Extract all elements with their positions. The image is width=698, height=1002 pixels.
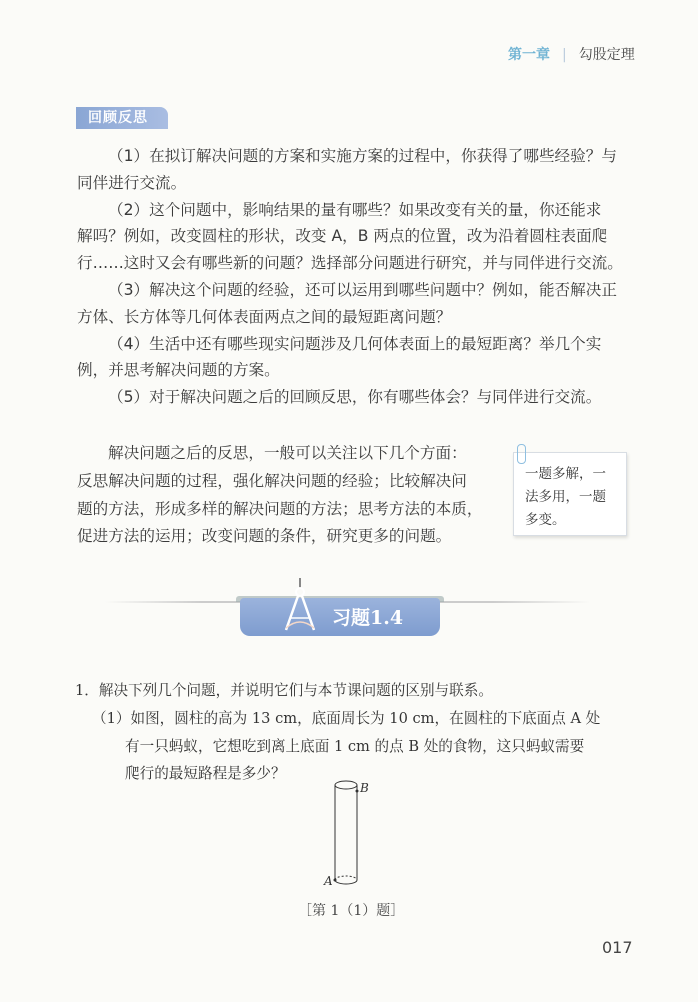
text-line: （5）对于解决问题之后的回顾反思，你有哪些体会？与同伴进行交流。 xyxy=(108,388,602,407)
paperclip-icon xyxy=(517,444,526,464)
side-note xyxy=(513,452,627,536)
review-list xyxy=(77,143,677,411)
text-line: 有一只蚂蚁，它想吃到离上底面 1 cm 的点 B 处的食物，这只蚂蚁需要 xyxy=(125,737,585,755)
label-a: A xyxy=(324,874,333,888)
review-section-tag: 回顾反思 xyxy=(76,107,168,129)
cylinder-figure xyxy=(325,775,385,890)
label-b: B xyxy=(360,781,369,795)
review-item-1 xyxy=(77,143,677,197)
text-line: 反思解决问题的过程，强化解决问题的经验；比较解决问 xyxy=(77,471,467,490)
chapter-label: 第一章 xyxy=(508,47,550,63)
note-line: 法多用，一题 xyxy=(525,489,606,505)
chapter-title: 勾股定理 xyxy=(578,47,635,63)
point-a xyxy=(334,879,337,882)
question-1: 1．解决下列几个问题，并说明它们与本节课问题的区别与联系。 xyxy=(75,682,493,699)
exercise-title: 习题1.4 xyxy=(332,607,404,629)
review-item-2 xyxy=(77,197,677,277)
text-line: 行……这时又会有哪些新的问题？选择部分问题进行研究，并与同伴进行交流。 xyxy=(77,254,623,273)
text-line: （1）在拟订解决问题的方案和实施方案的过程中，你获得了哪些经验？与 xyxy=(108,147,617,165)
note-line: 一题多解，一 xyxy=(525,466,606,482)
running-header xyxy=(508,44,635,64)
note-line: 多变。 xyxy=(525,512,566,528)
text-line: （1）如图，圆柱的高为 13 cm，底面周长为 10 cm，在圆柱的下底面点 A 处 xyxy=(92,710,601,727)
text-line: （3）解决这个问题的经验，还可以运用到哪些问题中？例如，能否解决正 xyxy=(108,280,617,299)
text-line: 解决问题之后的反思，一般可以关注以下几个方面： xyxy=(108,444,467,462)
text-line: 方体、长方体等几何体表面两点之间的最短距离问题？ xyxy=(77,307,452,326)
point-b xyxy=(356,790,359,793)
text-line: 爬行的最短路程是多少？ xyxy=(125,765,286,782)
text-line: （4）生活中还有哪些现实问题涉及几何体表面上的最短距离？举几个实 xyxy=(108,334,602,353)
compass-icon xyxy=(280,578,320,634)
header-divider: | xyxy=(562,47,567,63)
text-line: 例，并思考解决问题的方案。 xyxy=(77,361,280,380)
text-line: 促进方法的运用；改变问题的条件，研究更多的问题。 xyxy=(77,527,452,546)
review-item-3 xyxy=(77,277,677,331)
figure-caption: ［第 1（1）题］ xyxy=(298,903,405,919)
text-line: （2）这个问题中，影响结果的量有哪些？如果改变有关的量，你还能求 xyxy=(108,200,602,219)
text-line: 题的方法，形成多样的解决问题的方法；思考方法的本质， xyxy=(77,499,483,518)
review-item-5 xyxy=(77,384,677,411)
text-line: 解吗？例如，改变圆柱的形状，改变 A，B 两点的位置，改为沿着圆柱表面爬 xyxy=(77,227,608,246)
page-number: 017 xyxy=(602,938,633,957)
review-item-4 xyxy=(77,331,677,385)
text-line: 同伴进行交流。 xyxy=(77,173,187,192)
